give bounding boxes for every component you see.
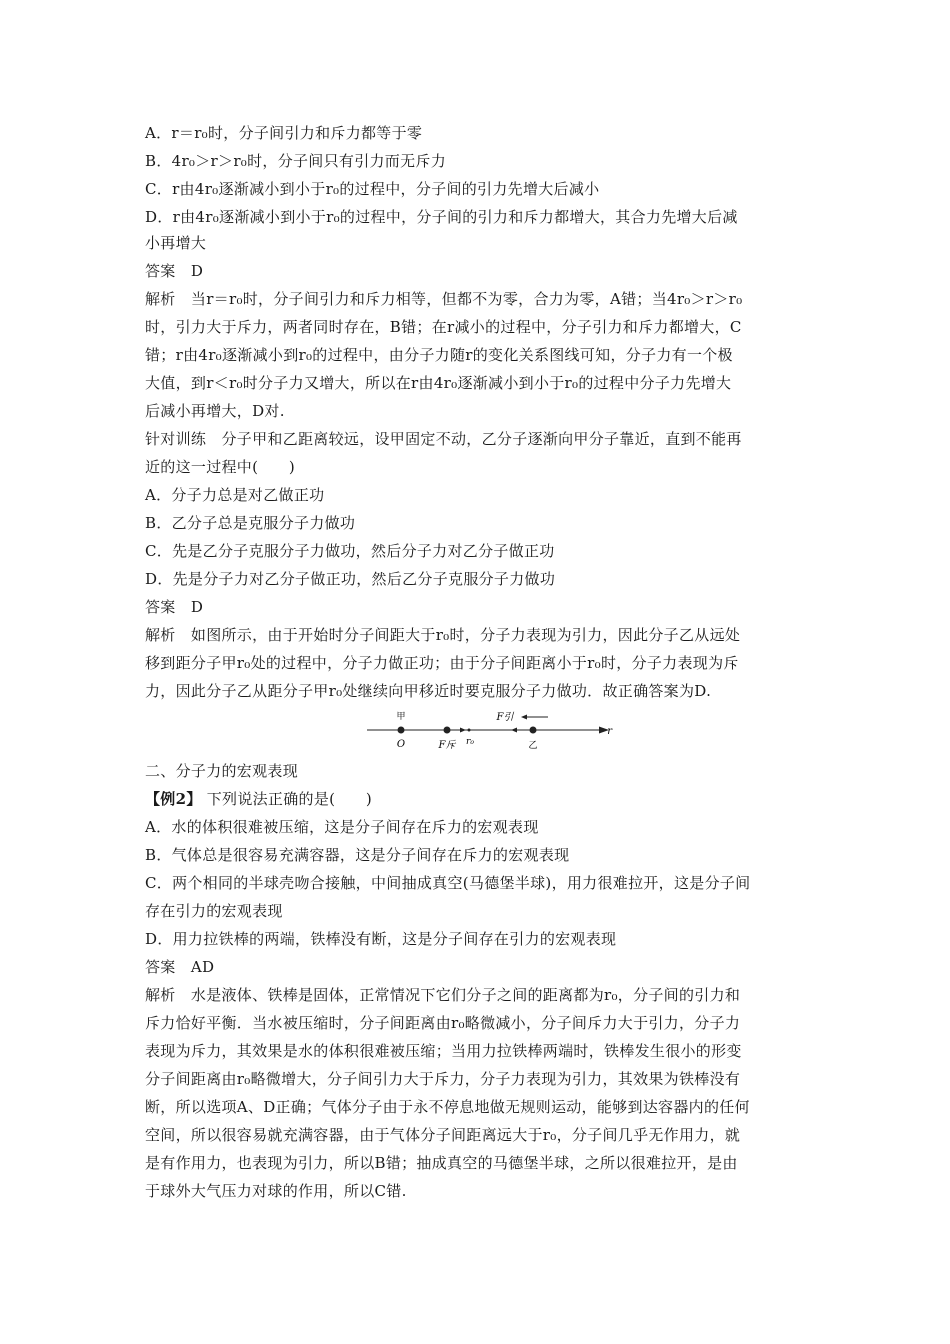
option-a: A．r＝r₀时，分子间引力和斥力都等于零 xyxy=(145,124,423,142)
example-analysis-line: 分子间距离由r₀略微增大，分子间引力大于斥力，分子力表现为引力，其效果为铁棒没有 xyxy=(145,1070,741,1088)
f-chi-arrow-icon xyxy=(460,728,466,733)
label-f-yin: F引 xyxy=(496,712,514,723)
molecule-point-dot xyxy=(444,727,451,734)
top-arrow-icon xyxy=(521,715,527,720)
example-option-b: B．气体总是很容易充满容器，这是分子间存在斥力的宏观表现 xyxy=(145,846,570,864)
label-r0: r₀ xyxy=(466,737,474,747)
example-analysis-line: 于球外大气压力对球的作用，所以C错. xyxy=(145,1182,407,1200)
section-heading: 二、分子力的宏观表现 xyxy=(145,762,299,780)
practice-analysis-line: 力，因此分子乙从距分子甲r₀处继续向甲移近时要克服分子力做功．故正确答案为D. xyxy=(145,682,712,700)
option-b: B．4r₀＞r＞r₀时，分子间只有引力而无斥力 xyxy=(145,152,447,170)
r0-mark-dot xyxy=(468,729,471,732)
label-o: O xyxy=(396,739,406,750)
example-analysis-line: 斥力恰好平衡．当水被压缩时，分子间距离由r₀略微减小，分子间斥力大于引力，分子力 xyxy=(145,1014,741,1032)
label-f-chi: F斥 xyxy=(438,740,456,751)
label-yi: 乙 xyxy=(528,741,538,751)
example-analysis-line: 空间，所以很容易就充满容器，由于气体分子间距离远大于r₀，分子间几乎无作用力，就 xyxy=(145,1126,741,1144)
option-d-continued: 小再增大 xyxy=(145,234,207,252)
example-option-c-continued: 存在引力的宏观表现 xyxy=(145,902,283,920)
option-c: C．r由4r₀逐渐减小到小于r₀的过程中，分子间的引力先增大后减小 xyxy=(145,180,600,198)
practice-stem: 针对训练 分子甲和乙距离较远，设甲固定不动，乙分子逐渐向甲分子靠近，直到不能再 xyxy=(145,430,742,448)
analysis-line: 解析 当r＝r₀时，分子间引力和斥力相等，但都不为零，合力为零，A错；当4r₀＞r＞r₀ xyxy=(145,290,743,308)
example-option-c: C．两个相同的半球壳吻合接触，中间抽成真空(马德堡半球)，用力很难拉开，这是分子间 xyxy=(145,874,751,892)
answer: 答案 D xyxy=(145,262,204,280)
example-tag: 【例2】 xyxy=(145,790,202,808)
practice-option-b: B．乙分子总是克服分子力做功 xyxy=(145,514,356,532)
analysis-line: 错；r由4r₀逐渐减小到r₀的过程中，由分子力随r的变化关系图线可知，分子力有一个极 xyxy=(145,346,733,364)
molecule-jia-dot xyxy=(398,727,405,734)
example-analysis-line: 解析 水是液体、铁棒是固体，正常情况下它们分子之间的距离都为r₀，分子间的引力和 xyxy=(145,986,741,1004)
practice-option-a: A．分子力总是对乙做正功 xyxy=(145,486,325,504)
example-option-d: D．用力拉铁棒的两端，铁棒没有断，这是分子间存在引力的宏观表现 xyxy=(145,930,617,948)
f-yin-arrow-icon xyxy=(511,728,517,733)
practice-analysis-line: 解析 如图所示，由于开始时分子间距大于r₀时，分子力表现为引力，因此分子乙从远处 xyxy=(145,626,741,644)
example-analysis-line: 表现为斥力，其效果是水的体积很难被压缩；当用力拉铁棒两端时，铁棒发生很小的形变 xyxy=(145,1042,742,1060)
analysis-line: 后减小再增大，D对. xyxy=(145,402,285,420)
practice-stem-continued: 近的这一过程中( ) xyxy=(145,458,296,476)
example-option-a: A．水的体积很难被压缩，这是分子间存在斥力的宏观表现 xyxy=(145,818,539,836)
example-line xyxy=(145,790,815,808)
analysis-line: 时，引力大于斥力，两者同时存在，B错；在r减小的过程中，分子引力和斥力都增大，C xyxy=(145,318,742,336)
label-r: r xyxy=(607,726,612,737)
practice-answer: 答案 D xyxy=(145,598,204,616)
practice-analysis-line: 移到距分子甲r₀处的过程中，分子力做正功；由于分子间距离小于r₀时，分子力表现为斥 xyxy=(145,654,739,672)
molecule-force-figure xyxy=(365,706,615,754)
molecule-yi-dot xyxy=(530,727,537,734)
practice-option-d: D．先是分子力对乙分子做正功，然后乙分子克服分子力做功 xyxy=(145,570,556,588)
example-stem: 下列说法正确的是( ) xyxy=(206,790,373,808)
example-answer: 答案 AD xyxy=(145,958,215,976)
label-jia: 甲 xyxy=(396,712,406,722)
analysis-line: 大值，到r＜r₀时分子力又增大，所以在r由4r₀逐渐减小到小于r₀的过程中分子力先增大 xyxy=(145,374,732,392)
option-d: D．r由4r₀逐渐减小到小于r₀的过程中，分子间的引力和斥力都增大，其合力先增大后减 xyxy=(145,208,738,226)
example-analysis-line: 是有作用力，也表现为引力，所以B错；抽成真空的马德堡半球，之所以很难拉开，是由 xyxy=(145,1154,738,1172)
practice-option-c: C．先是乙分子克服分子力做功，然后分子力对乙分子做正功 xyxy=(145,542,555,560)
example-analysis-line: 断，所以选项A、D正确；气体分子由于永不停息地做无规则运动，能够到达容器内的任何 xyxy=(145,1098,750,1116)
